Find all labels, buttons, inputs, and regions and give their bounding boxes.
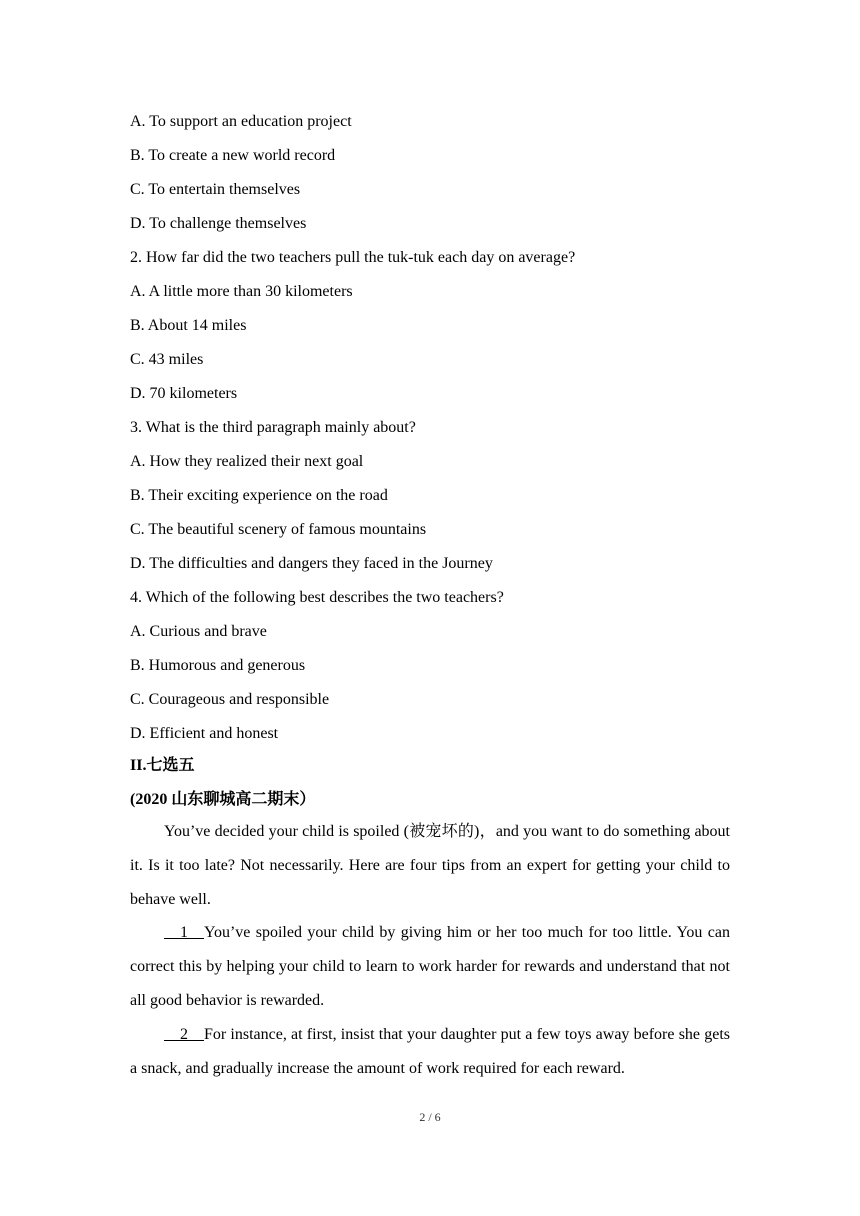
q2-option-d: D. 70 kilometers: [130, 385, 238, 402]
q4-option-b: B. Humorous and generous: [130, 657, 306, 674]
q2-option-a: A. A little more than 30 kilometers: [130, 283, 353, 300]
q1-option-d: D. To challenge themselves: [130, 215, 307, 232]
paragraph-3-text: For instance, at first, insist that your daughter put a few toys away before she gets a snack, and gradually increase the amount of work required for each reward.: [130, 1026, 730, 1077]
q3-option-b: B. Their exciting experience on the road: [130, 487, 388, 504]
q4-option-c: C. Courageous and responsible: [130, 691, 330, 708]
q2-option-c: C. 43 miles: [130, 351, 204, 368]
q4-option-a: A. Curious and brave: [130, 623, 267, 640]
q1-option-a: A. To support an education project: [130, 113, 352, 130]
paragraph-blank-2: [130, 1018, 730, 1086]
paragraph-2-text: You’ve spoiled your child by giving him or her too much for too little. You can correct this by helping your child to learn to work harder for rewards and understand that not all good behavior is rewarded.: [130, 924, 730, 1009]
answer-blank-1: 1: [164, 924, 204, 941]
q3-option-a: A. How they realized their next goal: [130, 453, 364, 470]
intro-paragraph: You’ve decided your child is spoiled (被宠坏的)，and you want to do something about it. Is it too late? Not necessarily. Here are four tips from an expert for getting your child to behave well.: [130, 823, 730, 908]
q3-stem: 3. What is the third paragraph mainly about?: [130, 419, 416, 436]
q1-option-b: B. To create a new world record: [130, 147, 336, 164]
section-source: (2020 山东聊城高二期末）: [130, 791, 316, 808]
q2-stem: 2. How far did the two teachers pull the tuk-tuk each day on average?: [130, 249, 576, 266]
q4-option-d: D. Efficient and honest: [130, 725, 279, 742]
q3-option-c: C. The beautiful scenery of famous mountains: [130, 521, 427, 538]
q3-option-d: D. The difficulties and dangers they faced in the Journey: [130, 555, 493, 572]
section-heading: II.七选五: [130, 757, 195, 774]
q1-option-c: C. To entertain themselves: [130, 181, 301, 198]
paragraph-blank-1: [130, 916, 730, 1018]
q4-stem: 4. Which of the following best describes the two teachers?: [130, 589, 504, 606]
answer-blank-2: 2: [164, 1026, 204, 1043]
q2-option-b: B. About 14 miles: [130, 317, 247, 334]
page-number: 2 / 6: [419, 1110, 441, 1124]
